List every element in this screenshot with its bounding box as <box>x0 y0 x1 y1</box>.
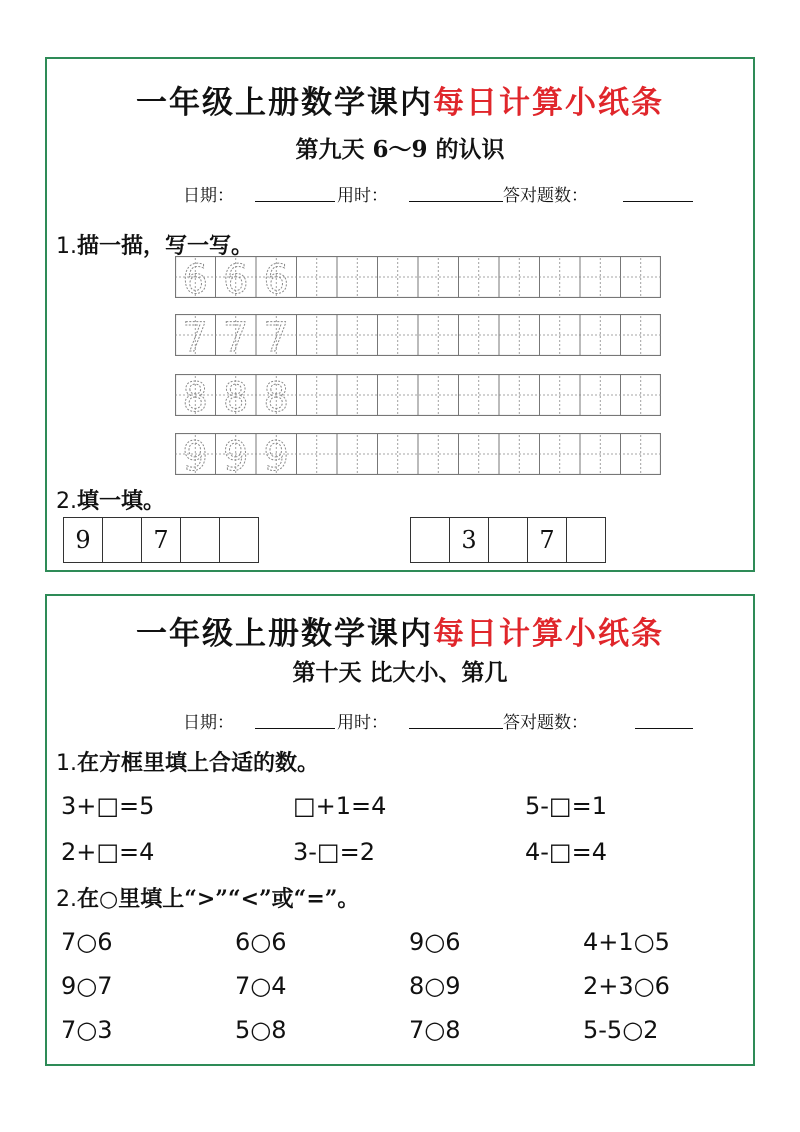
question-2-number: 2. <box>56 887 77 912</box>
fill-cell[interactable]: 3 <box>450 518 489 562</box>
fill-cell[interactable]: 9 <box>64 518 103 562</box>
trace-digit: 6 <box>182 257 208 298</box>
fill-box-equation[interactable]: 2+□=4 <box>61 838 155 866</box>
fill-box-equation[interactable]: 5-□=1 <box>525 792 607 820</box>
fill-cell[interactable] <box>181 518 220 562</box>
compare-item[interactable]: 7○6 <box>61 928 113 956</box>
question-1-text: 描一描，写一写。 <box>77 233 254 259</box>
time-label: 用时： <box>337 186 388 206</box>
date-field[interactable] <box>255 181 335 202</box>
card-subtitle: 第九天 6～9 的认识 <box>295 136 505 163</box>
title-red: 每日计算小纸条 <box>433 616 664 652</box>
time-field[interactable] <box>409 181 503 202</box>
fill-cell[interactable]: 7 <box>142 518 181 562</box>
question-2-number: 2. <box>56 489 77 514</box>
question-2-text: 填一填。 <box>77 488 166 514</box>
trace-row-9[interactable] <box>175 433 661 475</box>
trace-digit: 9 <box>182 434 208 475</box>
date-label: 日期： <box>183 186 234 206</box>
question-2-title <box>56 484 165 515</box>
trace-digit: 8 <box>182 375 208 416</box>
compare-item[interactable]: 5-5○2 <box>583 1016 659 1044</box>
trace-digit: 7 <box>182 315 208 356</box>
compare-item[interactable]: 8○9 <box>409 972 461 1000</box>
question-2-text: 在○里填上“>”“<”或“=”。 <box>77 886 360 912</box>
compare-item[interactable]: 7○8 <box>409 1016 461 1044</box>
trace-digit: 9 <box>223 434 249 475</box>
trace-digit: 6 <box>263 257 289 298</box>
time-label: 用时： <box>337 713 388 733</box>
compare-item[interactable]: 4+1○5 <box>583 928 670 956</box>
fill-box-equation[interactable]: 3+□=5 <box>61 792 155 820</box>
correct-field[interactable] <box>635 708 693 729</box>
fill-sequence-right <box>410 517 606 563</box>
worksheet-card-day10 <box>45 594 755 1066</box>
compare-item[interactable]: 9○6 <box>409 928 461 956</box>
trace-digit: 8 <box>263 375 289 416</box>
date-field[interactable] <box>255 708 335 729</box>
compare-item[interactable]: 7○3 <box>61 1016 113 1044</box>
trace-digit: 8 <box>223 375 249 416</box>
compare-item[interactable]: 6○6 <box>235 928 287 956</box>
fill-sequence-left <box>63 517 259 563</box>
fill-cell[interactable] <box>489 518 528 562</box>
time-field[interactable] <box>409 708 503 729</box>
question-2-title <box>56 882 359 913</box>
title-black: 一年级上册数学课内 <box>136 616 433 652</box>
trace-row-7[interactable] <box>175 314 661 356</box>
title-black: 一年级上册数学课内 <box>136 85 433 121</box>
compare-item[interactable]: 5○8 <box>235 1016 287 1044</box>
fill-box-equation[interactable]: □+1=4 <box>293 792 387 820</box>
date-label: 日期： <box>183 713 234 733</box>
compare-item[interactable]: 9○7 <box>61 972 113 1000</box>
fill-cell[interactable] <box>567 518 606 562</box>
trace-row-8[interactable] <box>175 374 661 416</box>
correct-label: 答对题数： <box>503 186 588 206</box>
fill-cell[interactable] <box>103 518 142 562</box>
fill-cell[interactable] <box>411 518 450 562</box>
fill-box-equation[interactable]: 4-□=4 <box>525 838 607 866</box>
fill-box-equation[interactable]: 3-□=2 <box>293 838 375 866</box>
compare-item[interactable]: 2+3○6 <box>583 972 670 1000</box>
fill-cell[interactable] <box>220 518 259 562</box>
fill-cell[interactable]: 7 <box>528 518 567 562</box>
question-1-number: 1. <box>56 234 77 259</box>
card-title <box>47 77 753 122</box>
card-subtitle: 第十天 比大小、第几 <box>292 659 508 686</box>
trace-row-6[interactable] <box>175 256 661 298</box>
question-1-number: 1. <box>56 751 77 776</box>
card-title <box>47 608 753 653</box>
compare-item[interactable]: 7○4 <box>235 972 287 1000</box>
question-1-text: 在方框里填上合适的数。 <box>77 750 320 776</box>
worksheet-card-day9 <box>45 57 755 572</box>
trace-digit: 7 <box>263 315 289 356</box>
correct-label: 答对题数： <box>503 713 588 733</box>
title-red: 每日计算小纸条 <box>433 85 664 121</box>
trace-digit: 7 <box>223 315 249 356</box>
trace-digit: 6 <box>223 257 249 298</box>
question-1-title <box>56 746 319 777</box>
correct-field[interactable] <box>623 181 693 202</box>
trace-digit: 9 <box>263 434 289 475</box>
